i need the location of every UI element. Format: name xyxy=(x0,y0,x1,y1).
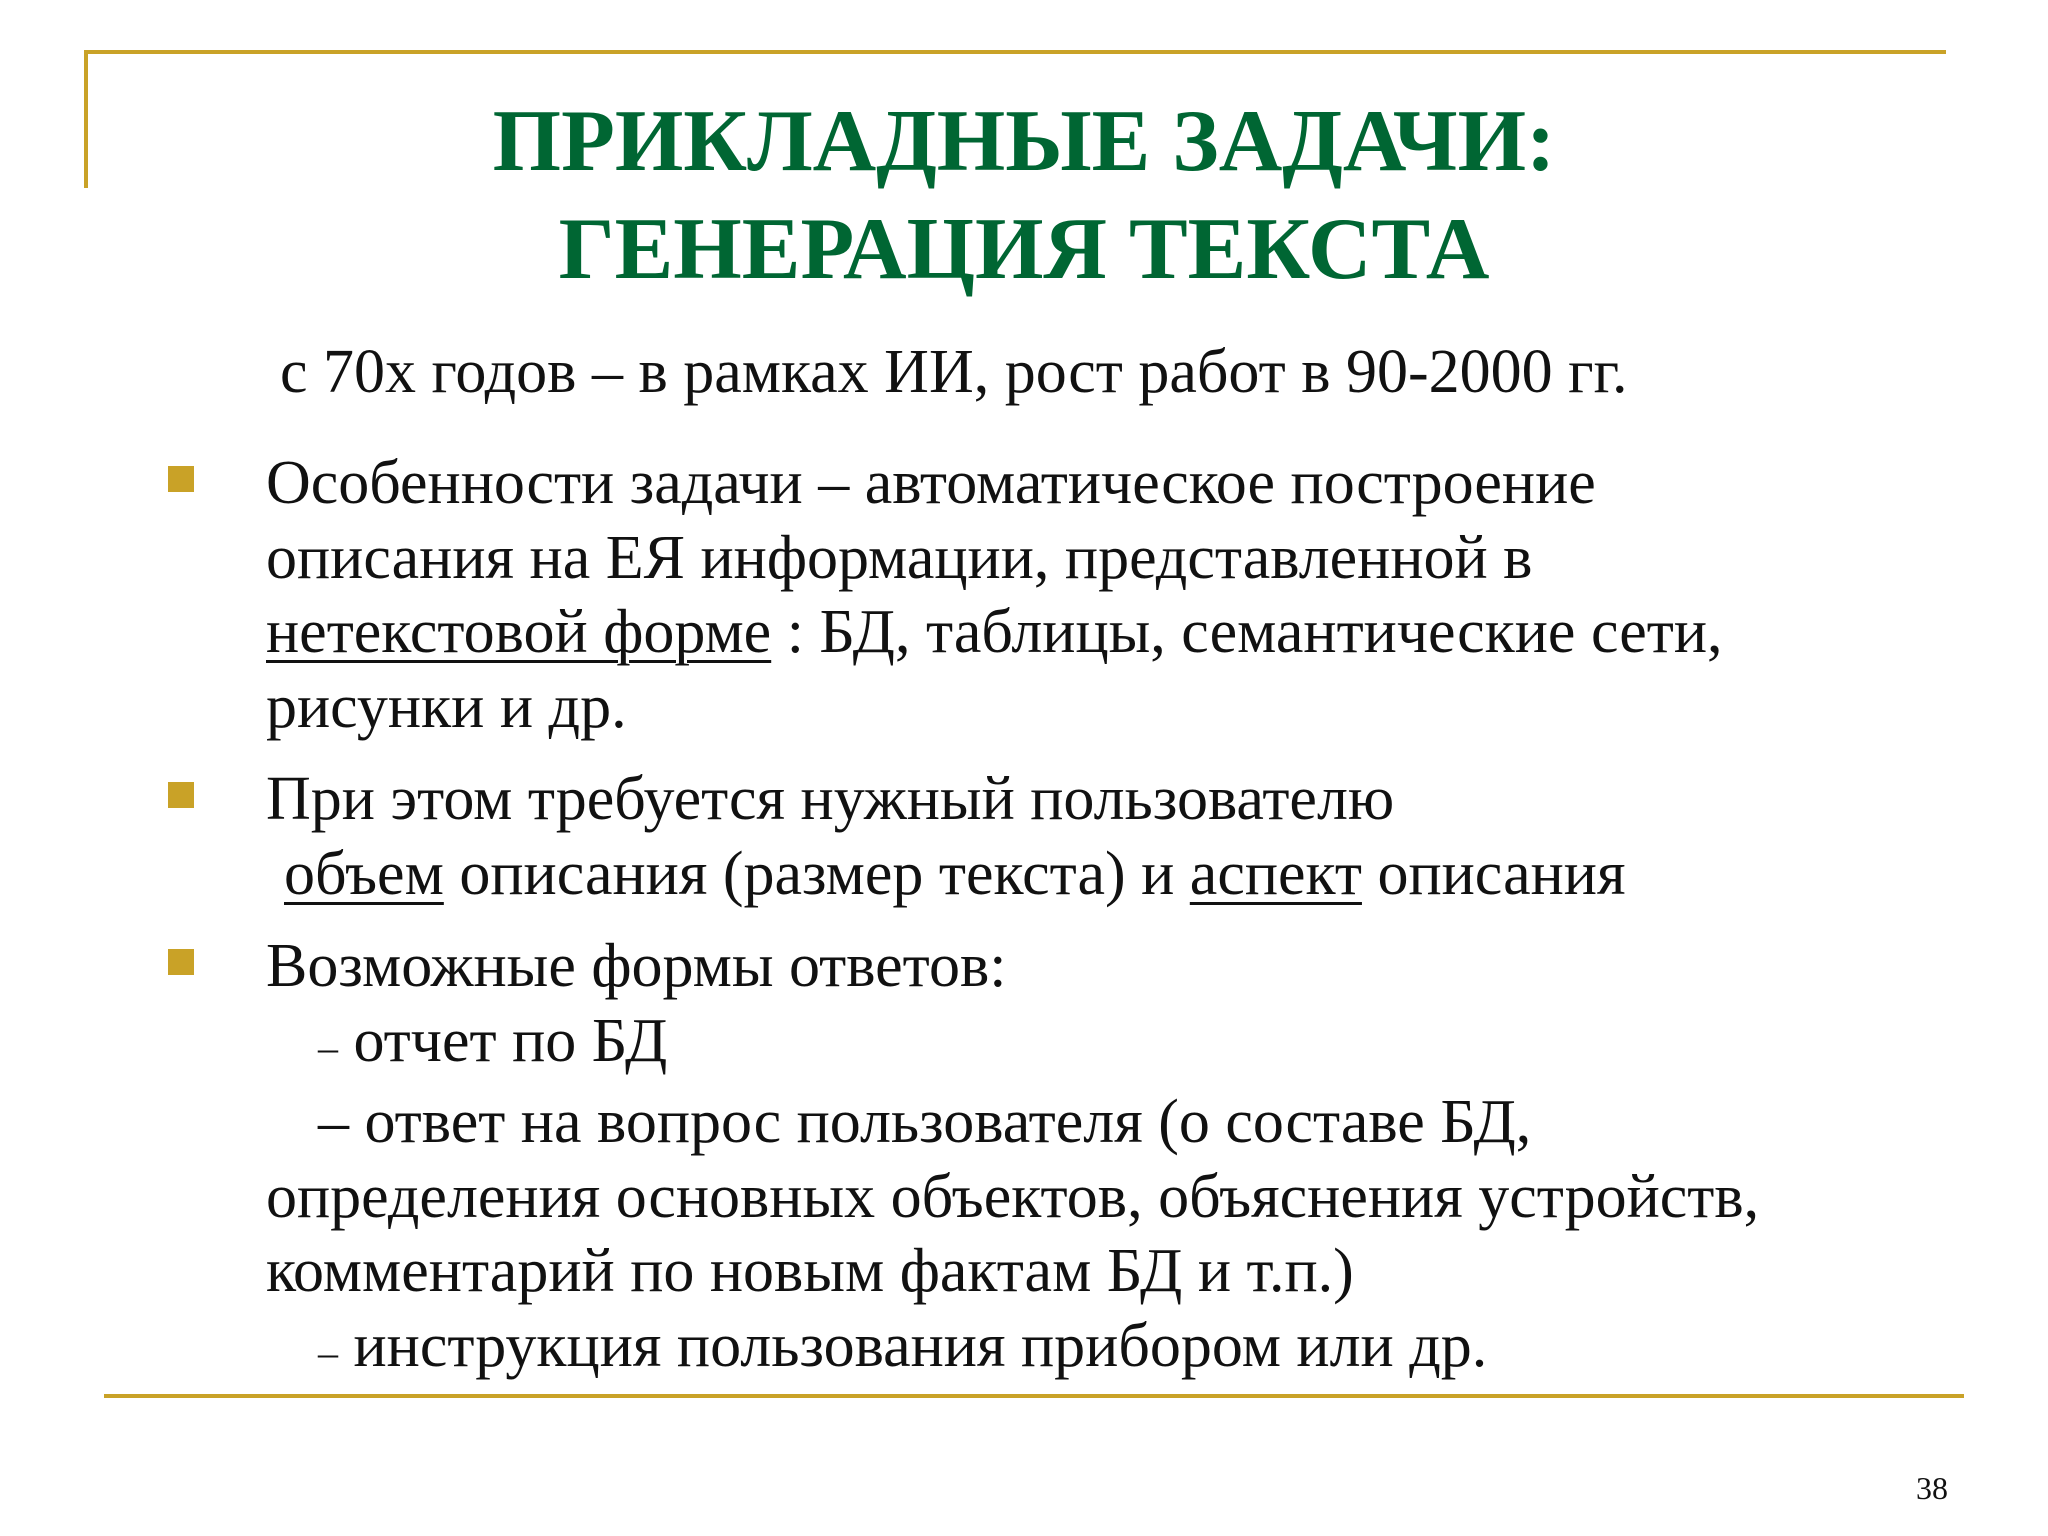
text-fragment: описания xyxy=(1361,839,1626,908)
text-line: Особенности задачи – автоматическое построение xyxy=(266,449,1596,517)
text-line: Возможные формы ответов: xyxy=(266,932,1007,1000)
underlined-term: нетекстовой форме xyxy=(266,598,772,666)
square-bullet-icon xyxy=(168,949,194,975)
square-bullet-icon xyxy=(168,782,194,808)
text-fragment: отчет по БД xyxy=(338,1006,668,1075)
slide-title xyxy=(0,88,2048,304)
text-line: комментарий по новым фактам БД и т.п.) xyxy=(266,1237,1354,1305)
page-number: 38 xyxy=(1916,1470,1948,1506)
underlined-term: объем xyxy=(284,839,444,908)
text-fragment: описания (размер текста) и xyxy=(443,839,1190,908)
text-line: При этом требуется нужный пользователю xyxy=(266,765,1395,833)
text-line xyxy=(266,837,1964,912)
slide-subtitle: с 70х годов – в рамках ИИ, рост работ в 90-2000 гг. xyxy=(280,338,1628,406)
text-line: рисунки и др. xyxy=(266,672,627,741)
dash-marker: – xyxy=(318,1329,338,1375)
bullet-item-features xyxy=(164,446,1964,744)
title-line-2: ГЕНЕРАЦИЯ ТЕКСТА xyxy=(558,201,1490,298)
bullet-list xyxy=(164,446,1964,1408)
sub-item-instruction xyxy=(266,1309,1964,1391)
sub-item-db-report xyxy=(266,1004,1964,1086)
frame-top-line xyxy=(84,50,1946,54)
sub-item-user-question: – ответ на вопрос пользователя (о составе БД, xyxy=(318,1088,1532,1156)
bullet-item-answer-forms xyxy=(164,929,1964,1390)
text-fragment: : БД, таблицы, семантические сети, xyxy=(771,598,1723,666)
text-line: определения основных объектов, объяснения устройств, xyxy=(266,1162,1760,1231)
square-bullet-icon xyxy=(168,466,194,492)
underlined-term: аспект xyxy=(1189,839,1362,908)
dash-marker: – xyxy=(318,1024,338,1070)
bullet-item-requirements xyxy=(164,762,1964,911)
text-line: описания на ЕЯ информации, представленной в xyxy=(266,523,1533,592)
frame-bottom-line xyxy=(104,1394,1964,1398)
text-line xyxy=(266,595,1964,670)
title-line-1: ПРИКЛАДНЫЕ ЗАДАЧИ: xyxy=(492,93,1556,190)
text-fragment: инструкция пользования прибором или др. xyxy=(338,1311,1488,1380)
